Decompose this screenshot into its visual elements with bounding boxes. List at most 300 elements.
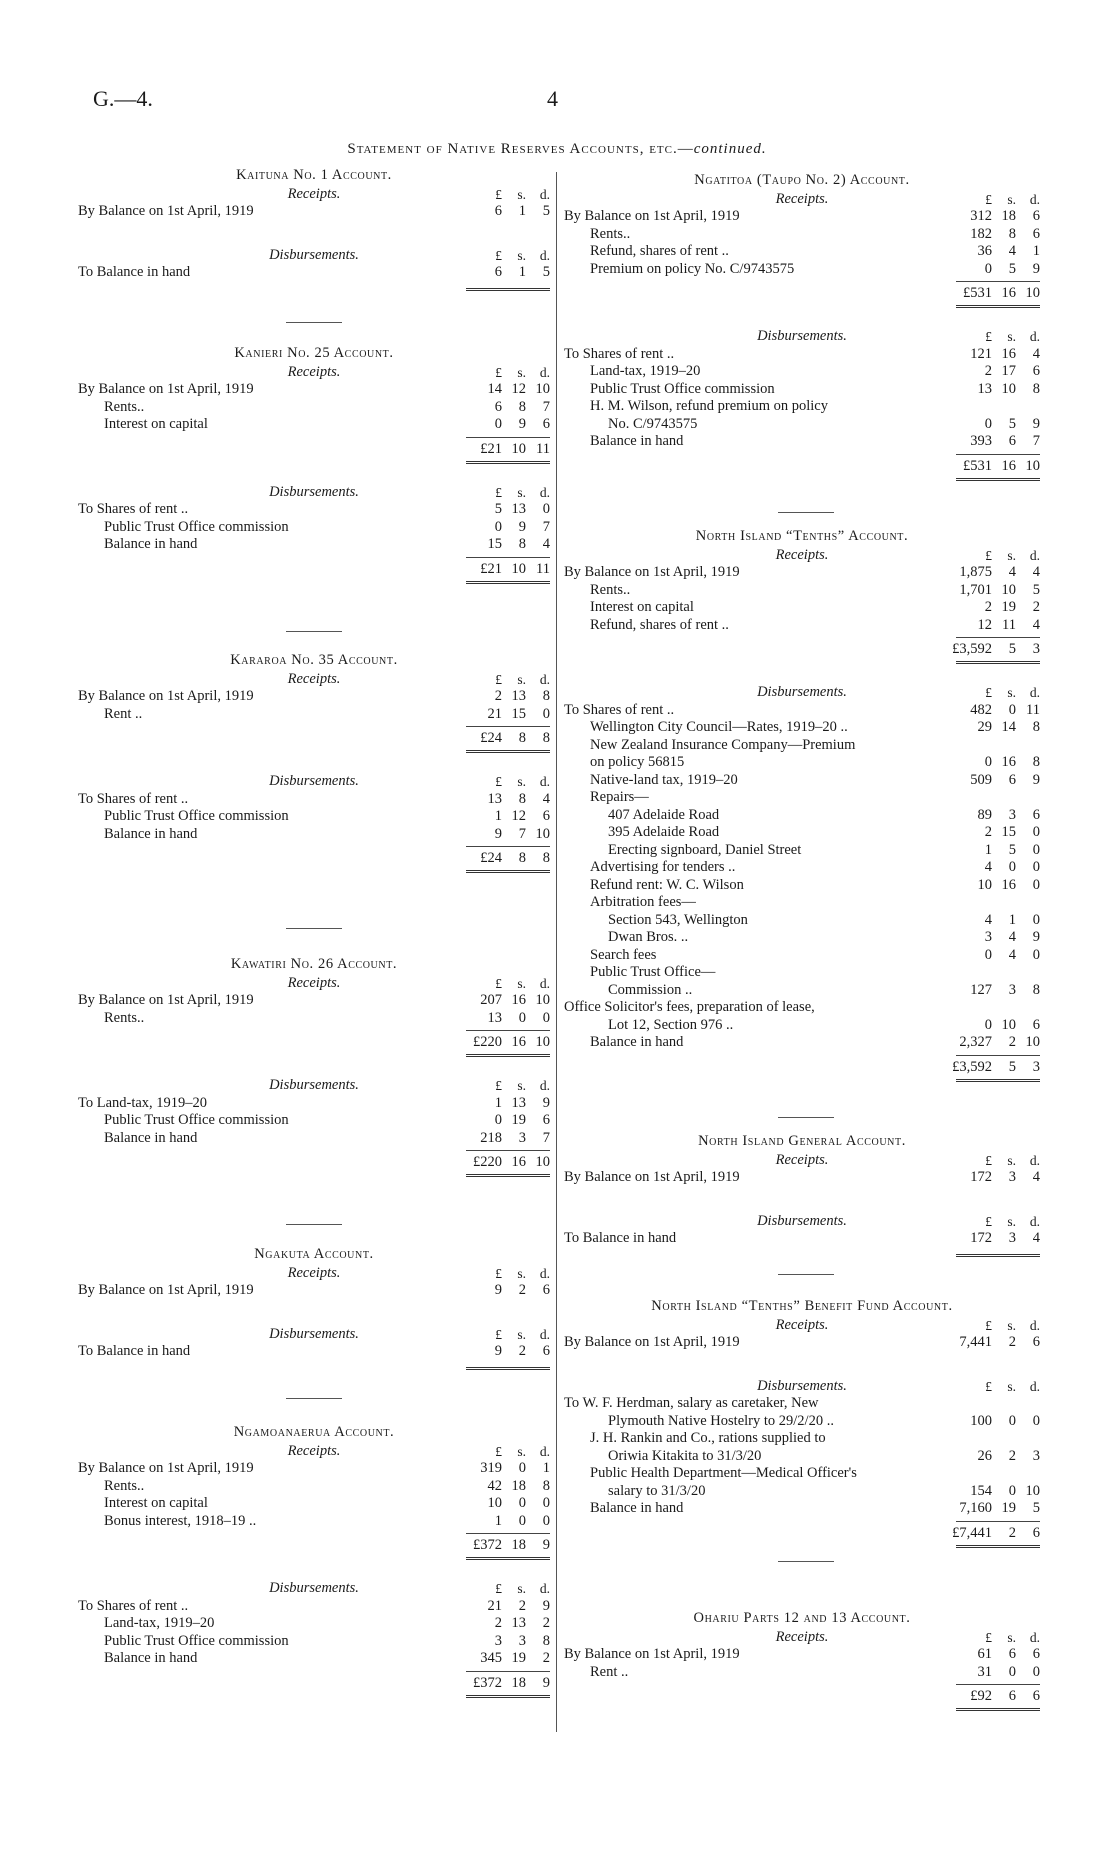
receipts-heading: Receipts.	[287, 670, 341, 687]
pence-value: 5	[542, 264, 550, 280]
pence-value: 7	[542, 518, 550, 535]
line-label: Oriwia Kitakita to 31/3/20	[608, 1447, 762, 1464]
shillings-value: s.	[517, 364, 526, 380]
account-line	[564, 859, 1040, 877]
pounds-value: 7,160	[959, 1500, 992, 1516]
shillings-value: 2	[1008, 1334, 1016, 1350]
shillings-value: 14	[1001, 719, 1016, 735]
pence-value: 3	[1032, 641, 1040, 657]
line-label: Public Trust Office commission	[104, 808, 289, 824]
pounds-value: 1	[494, 1094, 502, 1111]
account-line	[78, 536, 550, 554]
account-title: Kanieri No. 25 Account.	[234, 345, 394, 361]
pence-value: 5	[1032, 1500, 1040, 1516]
account-line	[564, 226, 1040, 244]
shillings-value: s.	[517, 671, 526, 687]
shillings-value: 10	[1001, 380, 1016, 397]
pounds-value: 218	[480, 1129, 502, 1146]
shillings-value: 9	[518, 518, 526, 535]
total-double-rule	[466, 1054, 550, 1057]
account-line	[564, 1664, 1040, 1682]
currency-header	[78, 671, 550, 689]
receipts-heading: Receipts.	[775, 546, 829, 563]
pence-value: 6	[1032, 1016, 1040, 1033]
line-label: Refund, shares of rent ..	[590, 243, 729, 259]
pence-value: 10	[535, 992, 550, 1008]
currency-header	[564, 1629, 1040, 1647]
shillings-value: 18	[511, 1477, 526, 1494]
account-total	[78, 434, 550, 462]
pence-value: 9	[542, 1674, 550, 1691]
account-line	[564, 363, 1040, 381]
pence-value: d.	[539, 1443, 550, 1459]
total-rule	[956, 454, 1040, 455]
pounds-value: 1,701	[959, 581, 992, 598]
section-separator	[286, 928, 342, 929]
shillings-value: 8	[518, 790, 526, 807]
account-line	[564, 564, 1040, 582]
account-line	[78, 791, 550, 809]
pence-value: 10	[535, 381, 550, 397]
total-rule	[956, 1684, 1040, 1685]
receipts-heading: Receipts.	[775, 1316, 829, 1333]
disbursements-heading: Disbursements.	[757, 684, 847, 700]
shillings-value: 9	[518, 416, 526, 432]
line-label: By Balance on 1st April, 1919	[564, 564, 740, 580]
pence-value: 6	[1032, 1646, 1040, 1662]
total-double-rule	[466, 1367, 550, 1370]
shillings-value: 3	[518, 1632, 526, 1649]
pounds-value: 2	[984, 363, 992, 379]
pence-value: 0	[542, 705, 550, 722]
pounds-value: 0	[984, 1016, 992, 1033]
account-line	[78, 264, 550, 282]
shillings-value: 18	[1001, 208, 1016, 224]
total-double-rule	[956, 661, 1040, 664]
shillings-value: 8	[1008, 225, 1016, 242]
shillings-value: s.	[517, 1326, 526, 1342]
shillings-value: 5	[1008, 641, 1016, 657]
account-line	[78, 826, 550, 844]
pounds-value: 14	[487, 381, 502, 397]
pence-value: 7	[542, 1129, 550, 1146]
pence-value: d.	[1029, 1213, 1040, 1229]
total-double-rule	[956, 305, 1040, 308]
shillings-value: s.	[517, 975, 526, 991]
pounds-value: 3	[984, 929, 992, 945]
pence-value: 0	[1032, 841, 1040, 858]
pence-value: 10	[535, 825, 550, 842]
pounds-value: 2	[984, 599, 992, 615]
amount-cell	[466, 850, 550, 868]
shillings-value: 4	[1008, 564, 1016, 580]
pounds-value: 345	[480, 1650, 502, 1666]
shillings-value: s.	[517, 1265, 526, 1281]
currency-header	[564, 1152, 1040, 1170]
line-label: Rents..	[590, 225, 631, 242]
pence-value: 8	[542, 850, 550, 866]
receipts-heading: Receipts.	[287, 1442, 341, 1459]
currency-header	[78, 1580, 550, 1598]
account-line	[564, 789, 1040, 807]
line-label: Refund rent: W. C. Wilson	[590, 876, 744, 893]
currency-header	[564, 684, 1040, 702]
line-label: By Balance on 1st April, 1919	[78, 381, 254, 397]
account-line	[564, 824, 1040, 842]
account-kawatiri	[78, 956, 550, 1175]
pounds-value: £	[495, 1581, 502, 1596]
account-line	[564, 1395, 1040, 1413]
pounds-value: £	[495, 364, 502, 380]
pence-value: 11	[1026, 701, 1040, 718]
account-line	[564, 398, 1040, 416]
shillings-value: 11	[1002, 616, 1016, 633]
pence-value: 6	[542, 1282, 550, 1298]
shillings-value: s.	[517, 1078, 526, 1093]
pounds-value: 29	[977, 719, 992, 735]
shillings-value: 2	[518, 1597, 526, 1614]
shillings-value: 4	[1008, 929, 1016, 945]
pounds-value: 207	[480, 992, 502, 1008]
pence-value: 10	[535, 1034, 550, 1050]
disbursements-heading: Disbursements.	[269, 246, 359, 263]
pounds-value: 127	[970, 981, 992, 998]
line-label: Dwan Bros. ..	[608, 929, 689, 945]
total-double-rule	[466, 581, 550, 584]
shillings-value: s.	[1007, 329, 1016, 344]
pounds-value: 6	[494, 203, 502, 219]
account-ngakuta	[78, 1246, 550, 1375]
shillings-value: 2	[518, 1343, 526, 1359]
shillings-value: 5	[1008, 260, 1016, 277]
shillings-value: 3	[1008, 1230, 1016, 1246]
account-line	[78, 1460, 550, 1478]
pounds-value: £220	[473, 1154, 502, 1170]
account-line	[564, 842, 1040, 860]
shillings-value: s.	[1007, 547, 1016, 563]
pounds-value: 0	[984, 946, 992, 963]
line-label: Balance in hand	[104, 1650, 198, 1666]
shillings-value: 18	[511, 1674, 526, 1691]
shillings-value: 0	[1008, 1663, 1016, 1680]
pounds-value: £24	[480, 850, 502, 866]
pounds-value: 3	[494, 1632, 502, 1649]
shillings-value: 3	[1008, 981, 1016, 998]
pounds-value: 4	[984, 911, 992, 928]
pence-value: d.	[1029, 685, 1040, 700]
pounds-value: 482	[970, 701, 992, 718]
shillings-value: s.	[517, 1581, 526, 1596]
currency-header	[564, 1213, 1040, 1231]
pence-value: 10	[1025, 457, 1040, 474]
account-title: Ngamoanaerua Account.	[233, 1424, 395, 1440]
section-separator	[286, 1398, 342, 1399]
account-line	[564, 894, 1040, 912]
total-rule	[956, 637, 1040, 638]
line-label: Arbitration fees—	[590, 894, 696, 910]
shillings-value: 6	[1008, 771, 1016, 788]
amount-cell	[466, 561, 550, 579]
line-label: on policy 56815	[590, 754, 685, 770]
section-separator	[286, 631, 342, 632]
section-separator	[778, 1274, 834, 1275]
pence-value: d.	[1029, 1378, 1040, 1394]
account-line	[78, 1633, 550, 1651]
line-label: Native-land tax, 1919–20	[590, 771, 738, 788]
line-label: To Balance in hand	[78, 264, 191, 280]
pence-value: 6	[542, 1343, 550, 1359]
pounds-value: 121	[970, 345, 992, 362]
line-label: Public Trust Office commission	[104, 1112, 289, 1128]
pounds-value: 7,441	[959, 1334, 992, 1350]
currency-header	[564, 1378, 1040, 1396]
line-label: Balance in hand	[590, 1500, 684, 1516]
account-total	[564, 278, 1040, 306]
amount-cell	[466, 1154, 550, 1172]
pounds-value: 0	[494, 518, 502, 535]
account-title: Kawatiri No. 26 Account.	[230, 956, 398, 972]
pence-value: d.	[539, 1326, 550, 1342]
shillings-value: s.	[1007, 1213, 1016, 1229]
amount-cell	[466, 1537, 550, 1555]
section-separator	[286, 322, 342, 323]
pence-value: 0	[1032, 911, 1040, 928]
pence-value: 8	[542, 1632, 550, 1649]
shillings-value: 1	[518, 203, 526, 219]
account-total	[78, 1147, 550, 1175]
pence-value: 0	[542, 1512, 550, 1529]
shillings-value: s.	[1007, 191, 1016, 207]
pounds-value: £21	[480, 440, 502, 457]
pounds-value: 182	[970, 225, 992, 242]
account-line	[564, 1017, 1040, 1035]
currency-header	[564, 191, 1040, 209]
line-label: Public Trust Office commission	[590, 380, 775, 397]
shillings-value: 10	[511, 560, 526, 577]
pounds-value: £	[495, 186, 502, 202]
account-line	[564, 416, 1040, 434]
disbursements-heading: Disbursements.	[269, 483, 359, 500]
pence-value: 11	[536, 440, 550, 457]
pounds-value: 2,327	[959, 1034, 992, 1050]
amount-cell	[466, 1675, 550, 1693]
line-label: Public Trust Office—	[590, 964, 716, 980]
account-title: Ngakuta Account.	[254, 1246, 374, 1262]
account-ngatitoa	[564, 172, 1040, 479]
pence-value: d.	[1029, 191, 1040, 207]
line-label: Balance in hand	[104, 825, 198, 842]
pounds-value: 1	[494, 808, 502, 824]
account-title: Kaituna No. 1 Account.	[236, 167, 392, 183]
amount-cell	[952, 641, 1040, 659]
account-line	[78, 203, 550, 221]
pence-value: 8	[542, 1477, 550, 1494]
pounds-value: £	[495, 975, 502, 991]
account-line	[564, 1334, 1040, 1352]
pence-value: 5	[542, 203, 550, 219]
page-reference: G.—4.	[93, 86, 153, 111]
left-column	[78, 0, 550, 1871]
account-total	[564, 1052, 1040, 1080]
receipts-heading: Receipts.	[775, 190, 829, 207]
currency-header	[78, 1443, 550, 1461]
total-double-rule	[466, 1557, 550, 1560]
shillings-value: 8	[518, 850, 526, 866]
shillings-value: 4	[1008, 243, 1016, 259]
line-label: New Zealand Insurance Company—Premium	[590, 736, 856, 753]
pounds-value: 154	[970, 1482, 992, 1499]
currency-header	[564, 1317, 1040, 1335]
pounds-value: 21	[487, 1597, 502, 1614]
right-column	[564, 0, 1040, 1871]
line-label: J. H. Rankin and Co., rations supplied to	[590, 1430, 826, 1446]
shillings-value: 3	[518, 1129, 526, 1146]
account-title: Kararoa No. 35 Account.	[230, 652, 398, 668]
pence-value: 0	[1032, 824, 1040, 840]
line-label: Rents..	[104, 1477, 145, 1494]
shillings-value: 17	[1001, 363, 1016, 379]
shillings-value: s.	[1007, 1152, 1016, 1168]
line-label: Balance in hand	[590, 433, 684, 449]
amount-cell	[466, 1034, 550, 1052]
account-line	[564, 261, 1040, 279]
pence-value: d.	[1029, 1317, 1040, 1333]
account-kaituna	[78, 167, 550, 296]
shillings-value: 19	[511, 1650, 526, 1666]
column-divider	[556, 172, 557, 1732]
line-label: Balance in hand	[104, 1129, 198, 1146]
account-closing-rule	[78, 282, 550, 296]
pence-value: d.	[1029, 1629, 1040, 1645]
pounds-value: 13	[977, 380, 992, 397]
account-ohariu	[564, 1610, 1040, 1709]
pence-value: 10	[535, 1154, 550, 1170]
line-label: Commission ..	[608, 981, 693, 998]
shillings-value: s.	[517, 186, 526, 202]
pence-value: 4	[1032, 616, 1040, 633]
pounds-value: £	[985, 1317, 992, 1333]
total-double-rule	[466, 750, 550, 753]
total-double-rule	[466, 1174, 550, 1177]
pence-value: 0	[1032, 1663, 1040, 1680]
pounds-value: 9	[494, 1282, 502, 1298]
pounds-value: 89	[977, 806, 992, 823]
pounds-value: £	[985, 191, 992, 207]
disbursements-heading: Disbursements.	[269, 1325, 359, 1342]
pence-value: 8	[542, 730, 550, 746]
pounds-value: 9	[494, 825, 502, 842]
pounds-value: £531	[963, 285, 992, 301]
shillings-value: 10	[1001, 581, 1016, 598]
line-label: To Shares of rent ..	[78, 1597, 189, 1614]
line-label: Erecting signboard, Daniel Street	[608, 841, 802, 858]
shillings-value: 0	[518, 1495, 526, 1511]
shillings-value: 16	[511, 1154, 526, 1170]
disbursements-heading: Disbursements.	[269, 1580, 359, 1596]
shillings-value: 15	[511, 705, 526, 722]
pounds-value: 13	[487, 1009, 502, 1026]
shillings-value: 13	[511, 1094, 526, 1111]
pounds-value: £	[985, 1213, 992, 1229]
account-line	[564, 1230, 1040, 1248]
pounds-value: 509	[970, 771, 992, 788]
pence-value: 9	[1032, 415, 1040, 432]
pounds-value: £531	[963, 457, 992, 474]
account-line	[564, 1465, 1040, 1483]
line-label: To Land-tax, 1919–20	[78, 1094, 208, 1111]
currency-header	[78, 773, 550, 791]
account-line	[78, 1095, 550, 1113]
pounds-value: 4	[984, 859, 992, 875]
total-double-rule	[466, 1695, 550, 1698]
line-label: Rents..	[104, 398, 145, 415]
amount-cell	[466, 441, 550, 459]
receipts-heading: Receipts.	[287, 363, 341, 380]
line-label: Plymouth Native Hostelry to 29/2/20 ..	[608, 1412, 834, 1429]
shillings-value: 2	[1008, 1524, 1016, 1541]
shillings-value: 10	[511, 440, 526, 457]
line-label: Wellington City Council—Rates, 1919–20 ..	[590, 719, 848, 735]
shillings-value: s.	[1007, 685, 1016, 700]
pounds-value: 393	[970, 433, 992, 449]
line-label: By Balance on 1st April, 1919	[564, 208, 740, 224]
pence-value: 6	[1032, 363, 1040, 379]
account-line	[564, 912, 1040, 930]
shillings-value: s.	[1007, 1378, 1016, 1394]
pounds-value: £	[985, 1152, 992, 1168]
pence-value: d.	[539, 671, 550, 687]
account-total	[564, 634, 1040, 662]
pence-value: 1	[1032, 243, 1040, 259]
total-rule	[466, 1150, 550, 1151]
pence-value: 0	[542, 501, 550, 517]
pounds-value: 2	[494, 688, 502, 704]
line-label: Refund, shares of rent ..	[590, 616, 729, 633]
pence-value: d.	[539, 364, 550, 380]
account-line	[564, 702, 1040, 720]
pence-value: 8	[1032, 981, 1040, 998]
shillings-value: 8	[518, 730, 526, 746]
pounds-value: £3,592	[952, 641, 992, 657]
line-label: Public Health Department—Medical Officer's	[590, 1465, 857, 1481]
line-label: Search fees	[590, 946, 657, 963]
account-line	[564, 1413, 1040, 1431]
shillings-value: 3	[1008, 1169, 1016, 1185]
total-rule	[466, 557, 550, 558]
pounds-value: 10	[487, 1495, 502, 1511]
pounds-value: 0	[984, 415, 992, 432]
pounds-value: 172	[970, 1230, 992, 1246]
pence-value: d.	[539, 247, 550, 263]
account-title: Ohariu Parts 12 and 13 Account.	[693, 1610, 911, 1626]
pence-value: 2	[542, 1615, 550, 1631]
pence-value: 2	[1032, 599, 1040, 615]
account-line	[564, 1448, 1040, 1466]
disbursements-heading: Disbursements.	[269, 773, 359, 789]
pounds-value: £92	[970, 1688, 992, 1704]
shillings-value: s.	[517, 774, 526, 789]
line-label: Rent ..	[104, 705, 143, 722]
section-separator	[286, 1224, 342, 1225]
pence-value: 6	[542, 416, 550, 432]
pence-value: 0	[542, 1009, 550, 1026]
shillings-value: 0	[1008, 701, 1016, 718]
pence-value: 6	[1032, 1688, 1040, 1704]
line-label: By Balance on 1st April, 1919	[78, 1460, 254, 1476]
account-line	[564, 754, 1040, 772]
account-line	[564, 719, 1040, 737]
account-line	[564, 208, 1040, 226]
